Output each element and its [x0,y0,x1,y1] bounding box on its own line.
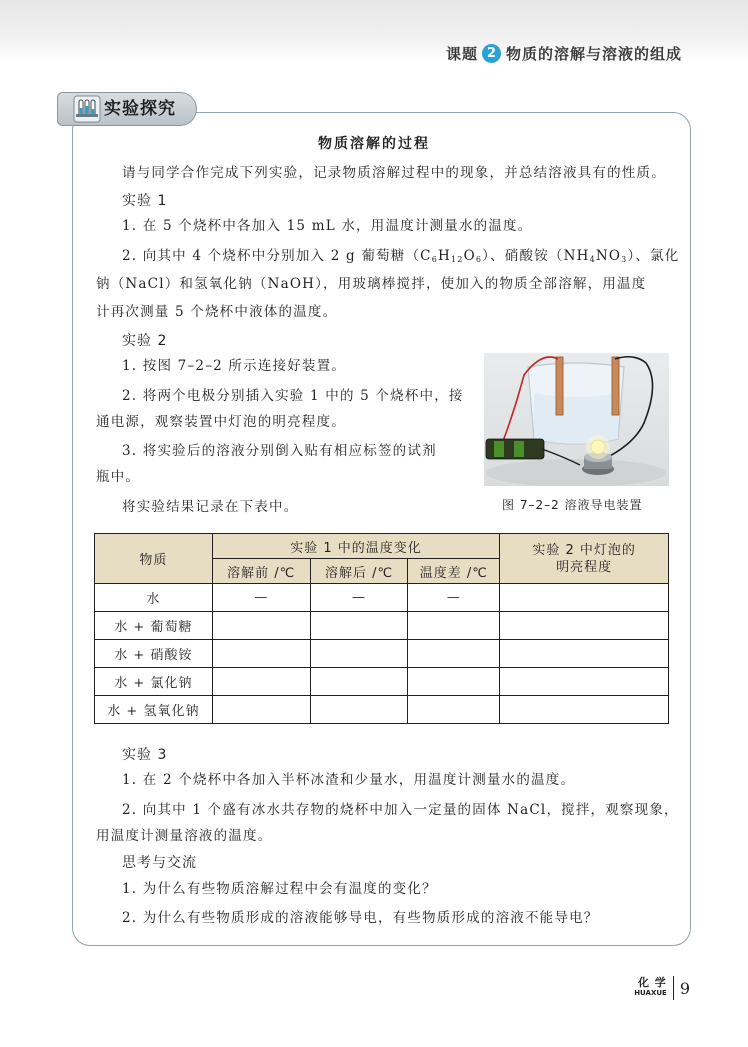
discussion-heading: 思考与交流 [122,855,197,871]
cell-before [212,640,310,668]
exp2-step3-line2: 瓶中。 [96,469,141,485]
cell-substance: 水 + 葡萄糖 [95,612,213,640]
subject-brand [634,978,667,998]
exp1-step1: 1. 在 5 个烧杯中各加入 15 mL 水，用温度计测量水的温度。 [122,218,533,234]
cell-bulb [500,696,669,724]
section-label: 实验探究 [57,92,197,126]
th-before: 溶解前 /℃ [212,559,310,584]
exp3-step1: 1. 在 2 个烧杯中各加入半杯冰渣和少量水，用温度计测量水的温度。 [122,772,576,788]
subject-pinyin: HUAXUE [634,989,667,997]
experiment-title: 物质溶解的过程 [318,136,430,152]
intro-text: 请与同学合作完成下列实验，记录物质溶解过程中的现象，并总结溶液具有的性质。 [122,165,666,181]
cell-before [212,696,310,724]
cell-before [212,612,310,640]
table-row [95,612,669,640]
header-topic-title: 物质的溶解与溶液的组成 [505,45,682,63]
cell-bulb [500,612,669,640]
cell-before [212,668,310,696]
exp1-step2-sub3: 6 [475,255,483,264]
page-footer [634,976,690,1000]
cell-diff [408,668,500,696]
exp1-step2-text-e: NO [595,248,622,264]
exp1-step2-sub5: 3 [621,255,628,264]
cell-after [310,696,408,724]
cell-diff [408,640,500,668]
exp2-heading: 实验 2 [122,333,168,349]
exp1-step2-text-c: O [463,248,476,264]
cell-diff: — [408,584,500,612]
cell-diff [408,612,500,640]
cell-after [310,668,408,696]
subject-cn: 化 学 [637,976,667,989]
exp3-step2-line2: 用温度计测量溶液的温度。 [96,828,273,844]
cell-substance: 水 + 氢氧化钠 [95,696,213,724]
exp1-step2-text-a: 2. 向其中 4 个烧杯中分别加入 2 g 葡萄糖（C [122,248,432,264]
section-tab [57,90,197,128]
cell-diff [408,696,500,724]
cell-after [310,612,408,640]
cell-before: — [212,584,310,612]
exp1-heading: 实验 1 [122,193,168,209]
table-row [95,584,669,612]
exp1-step2-line3: 计再次测量 5 个烧杯中液体的温度。 [96,304,338,320]
exp1-step2-sub2: 12 [450,255,464,264]
cell-bulb [500,668,669,696]
test-tubes-icon [73,94,101,124]
cell-after [310,640,408,668]
exp1-step2-line1 [122,245,680,271]
exp2-step3-line1: 3. 将实验后的溶液分别倒入贴有相应标签的试剂 [122,443,437,459]
cell-substance: 水 + 硝酸铵 [95,640,213,668]
exp1-step2-sub1: 6 [431,255,438,264]
exp1-step2-text-f: ）、氯化 [627,248,680,264]
topic-number-badge: 2 [482,44,501,63]
cell-substance: 水 [95,584,213,612]
footer-divider [673,976,674,1000]
exp1-step2-text-d: ）、硝酸铵（NH [482,248,590,264]
th-bulb-brightness [500,534,669,584]
discussion-q1: 1. 为什么有些物质溶解过程中会有温度的变化？ [122,881,437,897]
exp1-step2-line2: 钠（NaCl）和氢氧化钠（NaOH），用玻璃棒搅拌，使加入的物质全部溶解，用温度 [96,276,647,292]
th-after: 溶解后 /℃ [310,559,408,584]
th-diff: 温度差 /℃ [408,559,500,584]
cell-bulb [500,584,669,612]
table-row [95,640,669,668]
exp3-step2-line1: 2. 向其中 1 个盛有冰水共存物的烧杯中加入一定量的固体 NaCl，搅拌，观察现象， [122,802,679,818]
conductivity-apparatus-photo [484,353,669,486]
exp2-record-text: 将实验结果记录在下表中。 [122,499,299,515]
exp1-step2-text-b: H [437,248,451,264]
exp2-step1: 1. 按图 7–2–2 所示连接好装置。 [122,358,347,374]
th-bulb-line2: 明亮程度 [556,559,613,575]
exp2-step2-line1: 2. 将两个电极分别插入实验 1 中的 5 个烧杯中，接 [122,388,464,404]
discussion-q2: 2. 为什么有些物质形成的溶液能够导电，有些物质形成的溶液不能导电？ [122,910,599,926]
cell-bulb [500,640,669,668]
th-substance: 物质 [95,534,213,584]
cell-after: — [310,584,408,612]
th-bulb-line1: 实验 2 中灯泡的 [532,542,636,558]
exp2-step2-line2: 通电源，观察装置中灯泡的明亮程度。 [96,414,346,430]
cell-substance: 水 + 氯化钠 [95,668,213,696]
th-temperature-group: 实验 1 中的温度变化 [212,534,500,559]
exp3-heading: 实验 3 [122,747,168,763]
chapter-header [446,43,682,64]
table-row [95,696,669,724]
figure-caption: 图 7–2–2 溶液导电装置 [502,498,643,512]
header-topic-prefix: 课题 [445,45,478,63]
page-number: 9 [679,978,690,998]
table-row [95,668,669,696]
results-table [94,533,669,724]
exp1-step2-sub4: 4 [589,255,596,264]
